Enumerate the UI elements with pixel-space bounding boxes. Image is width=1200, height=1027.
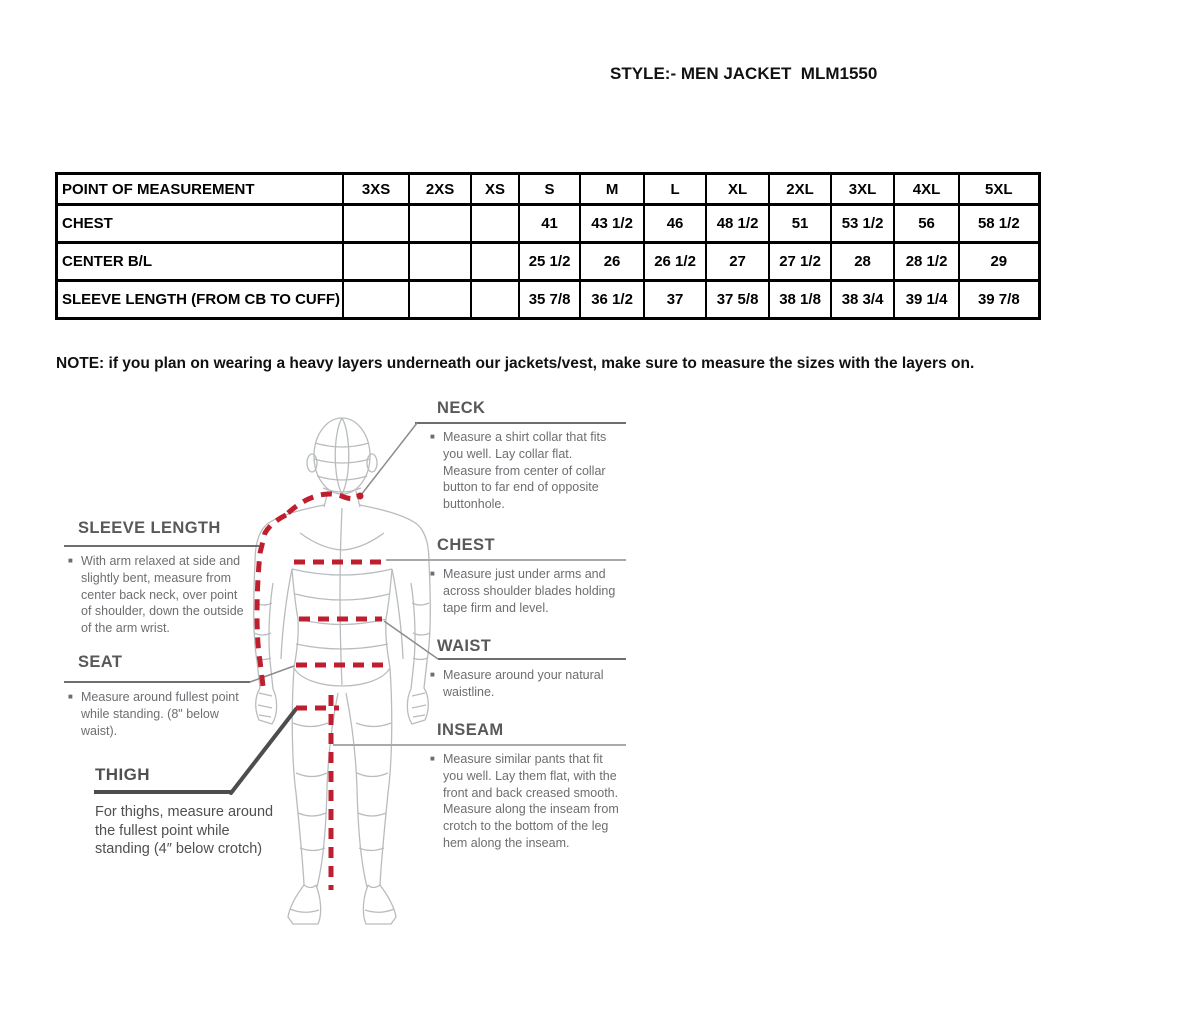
measurement-value-cell: 37 5/8: [706, 281, 769, 319]
measurement-value-cell: 51: [769, 205, 831, 243]
size-chart-table-container: [55, 172, 1041, 320]
square-bullet-icon: ■: [430, 432, 435, 441]
measurement-value-cell: 41: [519, 205, 580, 243]
column-header: L: [644, 174, 706, 205]
measurement-value-cell: 28 1/2: [894, 243, 959, 281]
column-header: S: [519, 174, 580, 205]
square-bullet-icon: ■: [430, 569, 435, 578]
measurement-value-cell: 58 1/2: [959, 205, 1039, 243]
section-label-neck: NECK: [437, 399, 486, 417]
neck-measure-line: [288, 494, 359, 513]
layering-note: NOTE: if you plan on wearing a heavy layers underneath our jackets/vest, make sure to measure the sizes with the layers on.: [56, 355, 975, 372]
measurement-value-cell: [409, 205, 471, 243]
table-row: [57, 281, 1040, 319]
square-bullet-icon: ■: [68, 556, 73, 565]
measurement-value-cell: 35 7/8: [519, 281, 580, 319]
column-header: 3XL: [831, 174, 894, 205]
column-header: POINT OF MEASUREMENT: [57, 174, 344, 205]
measurement-value-cell: [471, 205, 519, 243]
measurement-value-cell: [471, 243, 519, 281]
section-desc-neck: ■ Measure a shirt collar that fits you well. Lay collar flat. Measure from center of collar button to far end of opposite buttonhole.: [430, 430, 607, 511]
square-bullet-icon: ■: [68, 692, 73, 701]
column-header: 3XS: [343, 174, 409, 205]
measurement-value-cell: 29: [959, 243, 1039, 281]
table-row: [57, 205, 1040, 243]
section-label-chest: CHEST: [437, 536, 495, 554]
measurement-name-cell: CHEST: [57, 205, 344, 243]
square-bullet-icon: ■: [430, 670, 435, 679]
measurement-value-cell: [471, 281, 519, 319]
table-row: [57, 243, 1040, 281]
measurement-value-cell: [343, 281, 409, 319]
measurement-value-cell: 27 1/2: [769, 243, 831, 281]
section-desc-sleeve-length: ■ With arm relaxed at side and slightly bent, measure from center back neck, over point of shoulder, down the outside of the arm wrist.: [68, 554, 244, 635]
section-label-sleeve-length: SLEEVE LENGTH: [78, 519, 221, 537]
measurement-value-cell: 38 3/4: [831, 281, 894, 319]
table-header-row: [57, 174, 1040, 205]
measurement-value-cell: 56: [894, 205, 959, 243]
column-header: 5XL: [959, 174, 1039, 205]
section-desc-seat: ■ Measure around fullest point while standing. (8" below waist).: [68, 690, 239, 738]
section-desc-inseam: ■ Measure similar pants that fit you well. Lay them flat, with the front and back creased smooth. Measure along the inseam from crotch to the bottom of the leg hem along the inseam.: [430, 752, 619, 850]
measurement-guide-diagram: [60, 393, 627, 938]
sleeve-measure-line: [257, 515, 286, 686]
section-label-inseam: INSEAM: [437, 721, 504, 739]
column-header: 2XS: [409, 174, 471, 205]
measurement-value-cell: 43 1/2: [580, 205, 644, 243]
measurement-value-cell: 46: [644, 205, 706, 243]
measurement-value-cell: 26 1/2: [644, 243, 706, 281]
section-label-waist: WAIST: [437, 637, 492, 655]
column-header: XS: [471, 174, 519, 205]
column-header: M: [580, 174, 644, 205]
size-chart-table: [55, 172, 1041, 320]
column-header: 4XL: [894, 174, 959, 205]
measurement-value-cell: [409, 281, 471, 319]
section-desc-chest: ■ Measure just under arms and across shoulder blades holding tape firm and level.: [430, 567, 616, 615]
measurement-value-cell: 37: [644, 281, 706, 319]
column-header: 2XL: [769, 174, 831, 205]
measurement-value-cell: 38 1/8: [769, 281, 831, 319]
section-label-seat: SEAT: [78, 653, 123, 671]
measurement-value-cell: 28: [831, 243, 894, 281]
measurement-value-cell: 39 1/4: [894, 281, 959, 319]
measurement-value-cell: [409, 243, 471, 281]
measurement-value-cell: 25 1/2: [519, 243, 580, 281]
measurement-name-cell: SLEEVE LENGTH (FROM CB TO CUFF): [57, 281, 344, 319]
measurement-value-cell: 53 1/2: [831, 205, 894, 243]
section-desc-thigh: For thighs, measure around the fullest point while standing (4″ below crotch): [95, 804, 274, 858]
measurement-value-cell: [343, 243, 409, 281]
measurement-value-cell: 39 7/8: [959, 281, 1039, 319]
measurement-value-cell: 48 1/2: [706, 205, 769, 243]
measurement-value-cell: 36 1/2: [580, 281, 644, 319]
measurement-value-cell: 27: [706, 243, 769, 281]
neck-callout-dot: [357, 493, 364, 500]
section-label-thigh: THIGH: [95, 765, 150, 784]
page-title: STYLE:- MEN JACKET MLM1550: [610, 64, 878, 83]
column-header: XL: [706, 174, 769, 205]
measurement-name-cell: CENTER B/L: [57, 243, 344, 281]
measurement-value-cell: [343, 205, 409, 243]
measurement-value-cell: 26: [580, 243, 644, 281]
section-desc-waist: ■ Measure around your natural waistline.: [430, 668, 604, 699]
square-bullet-icon: ■: [430, 754, 435, 763]
